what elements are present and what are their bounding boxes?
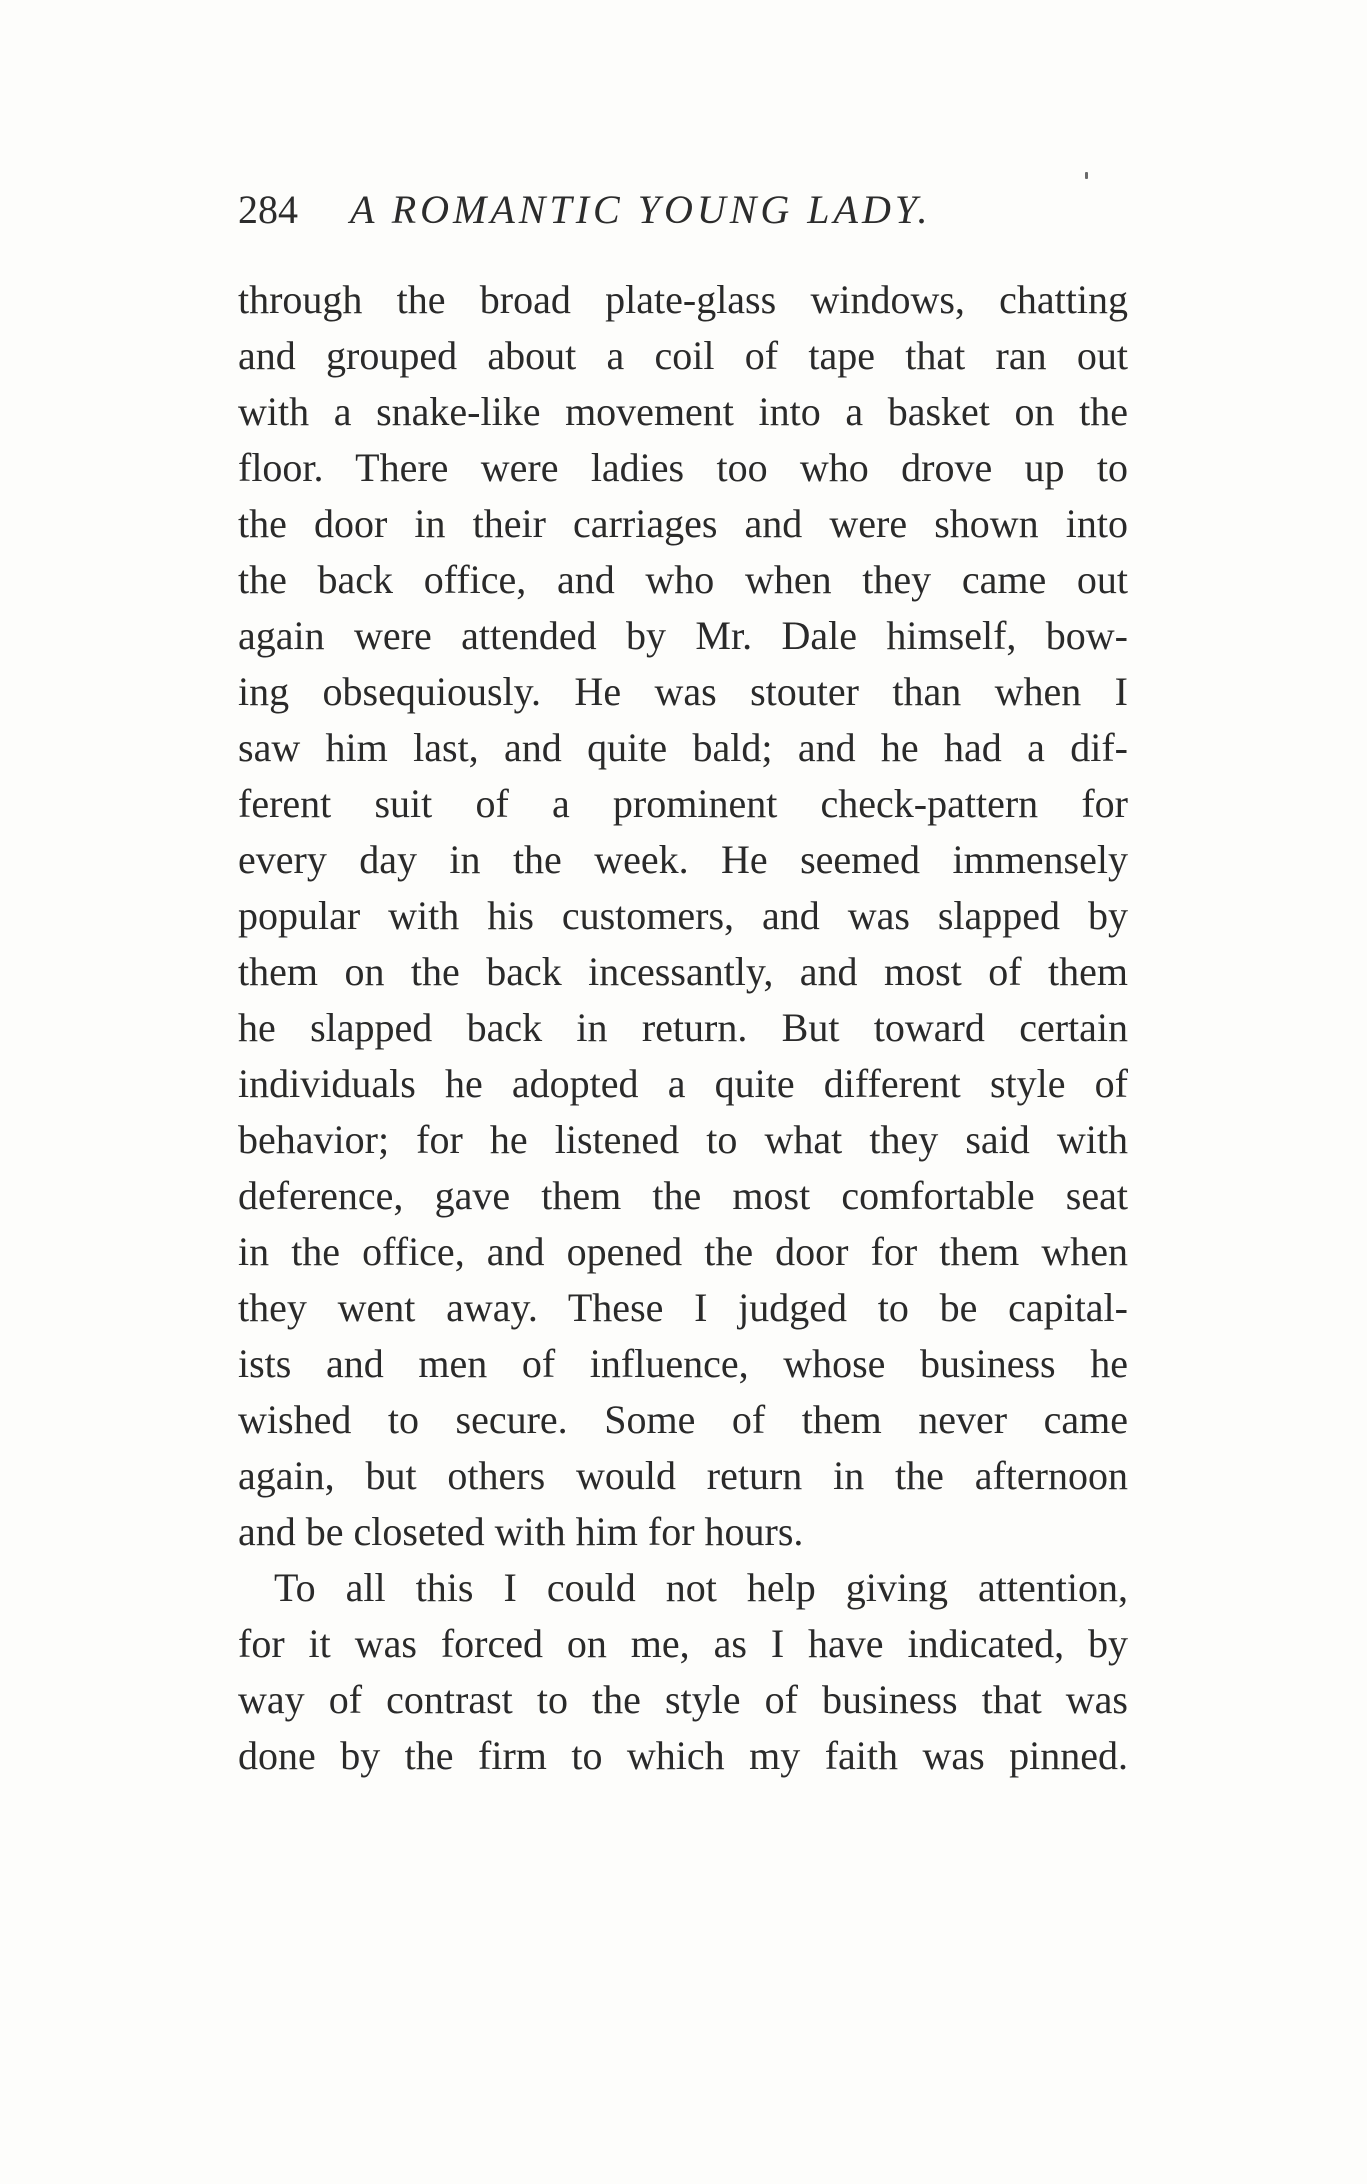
text-line: they went away. These I judged to be capital- [238, 1285, 1128, 1330]
text-line: them on the back incessantly, and most of them [238, 949, 1128, 994]
text-line: ing obsequiously. He was stouter than when I [238, 669, 1128, 714]
text-line-paragraph-end: and be closeted with him for hours. [238, 1509, 804, 1554]
text-line: individuals he adopted a quite different style of [238, 1061, 1128, 1106]
text-line: and grouped about a coil of tape that ran out [238, 333, 1128, 378]
text-line: again were attended by Mr. Dale himself, bow- [238, 613, 1128, 658]
text-line: the door in their carriages and were shown into [238, 501, 1128, 546]
text-line: through the broad plate-glass windows, chatting [238, 277, 1128, 322]
text-line: ists and men of influence, whose business he [238, 1341, 1128, 1386]
text-line-paragraph-start: To all this I could not help giving attention, [274, 1565, 1128, 1610]
text-line: saw him last, and quite bald; and he had a dif- [238, 725, 1128, 770]
text-line: for it was forced on me, as I have indicated, by [238, 1621, 1128, 1666]
text-line: way of contrast to the style of business that was [238, 1677, 1128, 1722]
text-line: popular with his customers, and was slapped by [238, 893, 1128, 938]
text-line: behavior; for he listened to what they said with [238, 1117, 1128, 1162]
text-line: the back office, and who when they came out [238, 557, 1128, 602]
text-line: ferent suit of a prominent check-pattern for [238, 781, 1128, 826]
page-number: 284 [238, 187, 298, 232]
text-line: done by the firm to which my faith was pinned. [238, 1733, 1128, 1778]
book-title: A ROMANTIC YOUNG LADY. [350, 187, 932, 232]
text-line: deference, gave them the most comfortable seat [238, 1173, 1128, 1218]
stray-ink-mark [1085, 172, 1088, 179]
text-line: floor. There were ladies too who drove up to [238, 445, 1128, 490]
text-line: again, but others would return in the afternoon [238, 1453, 1128, 1498]
running-head [238, 180, 1138, 240]
text-line: he slapped back in return. But toward certain [238, 1005, 1128, 1050]
text-line: in the office, and opened the door for them when [238, 1229, 1128, 1274]
body-text [238, 272, 1128, 1784]
text-line: wished to secure. Some of them never came [238, 1397, 1128, 1442]
text-line: with a snake-like movement into a basket on the [238, 389, 1128, 434]
text-line: every day in the week. He seemed immensely [238, 837, 1128, 882]
